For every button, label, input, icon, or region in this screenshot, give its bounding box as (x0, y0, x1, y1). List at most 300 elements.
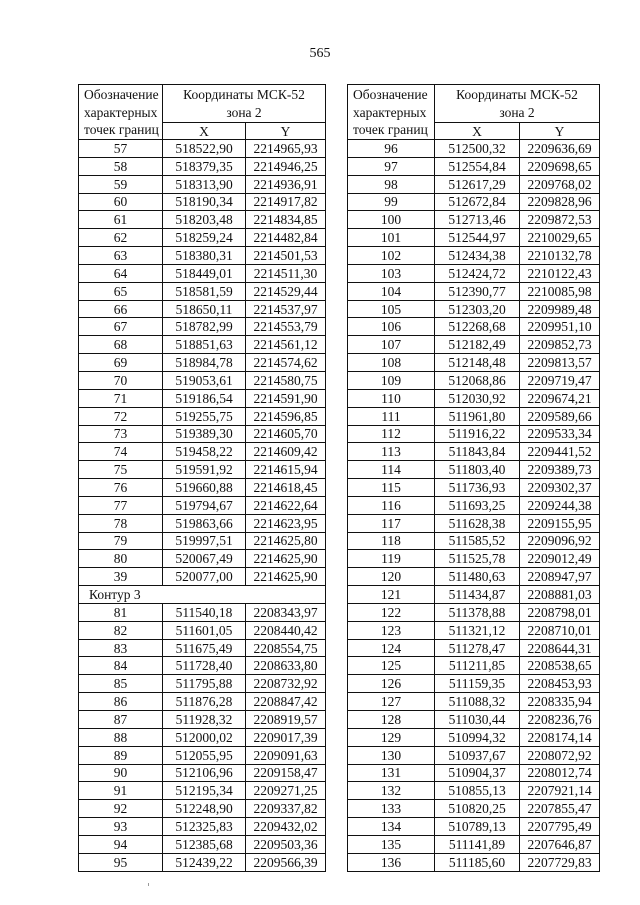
point-number: 117 (348, 514, 435, 532)
point-number: 126 (348, 675, 435, 693)
y-coordinate: 2208732,92 (246, 675, 326, 693)
header-label-line: характерных (84, 104, 158, 120)
y-coordinate: 2207646,87 (520, 835, 600, 853)
y-coordinate: 2209302,37 (520, 479, 600, 497)
x-coordinate: 512385,68 (163, 835, 246, 853)
y-coordinate: 2209432,02 (246, 818, 326, 836)
y-coordinate: 2208236,76 (520, 711, 600, 729)
y-coordinate: 2209012,49 (520, 550, 600, 568)
x-coordinate: 511876,28 (163, 693, 246, 711)
header-label-line: Обозначение (84, 87, 159, 102)
table-row (79, 461, 326, 479)
table-row (79, 336, 326, 354)
table-row (79, 711, 326, 729)
y-coordinate: 2208174,14 (520, 728, 600, 746)
x-coordinate: 512000,02 (163, 728, 246, 746)
header-coordinates (163, 85, 326, 123)
table-row (79, 479, 326, 497)
point-number: 127 (348, 693, 435, 711)
x-coordinate: 511321,12 (435, 621, 520, 639)
y-coordinate: 2214622,64 (246, 496, 326, 514)
x-coordinate: 512303,20 (435, 300, 520, 318)
table-row (348, 853, 600, 871)
table-row (79, 818, 326, 836)
point-number: 89 (79, 746, 163, 764)
table-row (79, 728, 326, 746)
x-coordinate: 518782,99 (163, 318, 246, 336)
table-row (348, 425, 600, 443)
x-coordinate: 512268,68 (435, 318, 520, 336)
x-coordinate: 510789,13 (435, 818, 520, 836)
y-coordinate: 2210132,78 (520, 247, 600, 265)
point-number: 116 (348, 496, 435, 514)
header-coords-line: Координаты МСК-52 (456, 87, 578, 102)
point-number: 63 (79, 247, 163, 265)
table-row (348, 193, 600, 211)
point-number: 76 (79, 479, 163, 497)
x-coordinate: 512068,86 (435, 371, 520, 389)
point-number: 112 (348, 425, 435, 443)
point-number: 109 (348, 371, 435, 389)
x-coordinate: 511540,18 (163, 603, 246, 621)
y-coordinate: 2209589,66 (520, 407, 600, 425)
y-coordinate: 2214917,82 (246, 193, 326, 211)
point-number: 125 (348, 657, 435, 675)
point-number: 65 (79, 282, 163, 300)
table-row (348, 229, 600, 247)
y-coordinate: 2209813,57 (520, 354, 600, 372)
y-coordinate: 2209441,52 (520, 443, 600, 461)
table-row (79, 193, 326, 211)
point-number: 66 (79, 300, 163, 318)
x-coordinate: 510994,32 (435, 728, 520, 746)
x-coordinate: 511480,63 (435, 568, 520, 586)
table-row (348, 264, 600, 282)
y-coordinate: 2209698,65 (520, 157, 600, 175)
y-coordinate: 2209503,36 (246, 835, 326, 853)
table-row (79, 746, 326, 764)
x-coordinate: 511795,88 (163, 675, 246, 693)
table-row (348, 443, 600, 461)
point-number: 98 (348, 175, 435, 193)
point-number: 129 (348, 728, 435, 746)
x-coordinate: 518522,90 (163, 140, 246, 158)
point-number: 84 (79, 657, 163, 675)
table-row (348, 568, 600, 586)
table-row (348, 764, 600, 782)
table-row (348, 532, 600, 550)
contour-label: Контур 3 (79, 586, 326, 604)
y-coordinate: 2214537,97 (246, 300, 326, 318)
y-coordinate: 2208633,80 (246, 657, 326, 675)
x-coordinate: 511843,84 (435, 443, 520, 461)
table-row (348, 300, 600, 318)
header-coords-line: Координаты МСК-52 (183, 87, 305, 102)
table-row (348, 603, 600, 621)
header-y: Y (520, 123, 600, 140)
table-row (79, 693, 326, 711)
table-row (348, 282, 600, 300)
point-number: 87 (79, 711, 163, 729)
x-coordinate: 518650,11 (163, 300, 246, 318)
x-coordinate: 512672,84 (435, 193, 520, 211)
point-number: 86 (79, 693, 163, 711)
table-row (348, 693, 600, 711)
y-coordinate: 2208440,42 (246, 621, 326, 639)
x-coordinate: 511675,49 (163, 639, 246, 657)
point-number: 99 (348, 193, 435, 211)
point-number: 64 (79, 264, 163, 282)
point-number: 79 (79, 532, 163, 550)
x-coordinate: 512713,46 (435, 211, 520, 229)
point-number: 122 (348, 603, 435, 621)
table-row (79, 300, 326, 318)
x-coordinate: 512434,38 (435, 247, 520, 265)
y-coordinate: 2214946,25 (246, 157, 326, 175)
y-coordinate: 2209989,48 (520, 300, 600, 318)
x-coordinate: 518190,34 (163, 193, 246, 211)
table-row (79, 282, 326, 300)
y-coordinate: 2214482,84 (246, 229, 326, 247)
table-row (348, 675, 600, 693)
table-row (79, 354, 326, 372)
point-number: 62 (79, 229, 163, 247)
point-number: 105 (348, 300, 435, 318)
x-coordinate: 519997,51 (163, 532, 246, 550)
table-row (79, 835, 326, 853)
table-row (79, 550, 326, 568)
y-coordinate: 2209636,69 (520, 140, 600, 158)
point-number: 60 (79, 193, 163, 211)
y-coordinate: 2208538,65 (520, 657, 600, 675)
header-label-line: точек границ (353, 122, 428, 137)
x-coordinate: 510820,25 (435, 800, 520, 818)
x-coordinate: 512195,34 (163, 782, 246, 800)
point-number: 83 (79, 639, 163, 657)
table-row (348, 550, 600, 568)
x-coordinate: 519863,66 (163, 514, 246, 532)
x-coordinate: 511585,52 (435, 532, 520, 550)
point-number: 39 (79, 568, 163, 586)
point-number: 103 (348, 264, 435, 282)
point-number: 121 (348, 586, 435, 604)
point-number: 130 (348, 746, 435, 764)
table-row (79, 639, 326, 657)
y-coordinate: 2209566,39 (246, 853, 326, 871)
y-coordinate: 2214625,90 (246, 568, 326, 586)
x-coordinate: 518380,31 (163, 247, 246, 265)
x-coordinate: 518379,35 (163, 157, 246, 175)
table-row (79, 229, 326, 247)
point-number: 85 (79, 675, 163, 693)
point-number: 108 (348, 354, 435, 372)
x-coordinate: 511961,80 (435, 407, 520, 425)
page-number: 565 (309, 46, 331, 61)
y-coordinate: 2208847,42 (246, 693, 326, 711)
table-row (79, 800, 326, 818)
y-coordinate: 2214625,90 (246, 550, 326, 568)
header-label-line: характерных (353, 104, 427, 120)
x-coordinate: 511628,38 (435, 514, 520, 532)
y-coordinate: 2209337,82 (246, 800, 326, 818)
table-row (348, 514, 600, 532)
y-coordinate: 2209158,47 (246, 764, 326, 782)
y-coordinate: 2208881,03 (520, 586, 600, 604)
point-number: 136 (348, 853, 435, 871)
y-coordinate: 2209017,39 (246, 728, 326, 746)
y-coordinate: 2214623,95 (246, 514, 326, 532)
table-row (348, 461, 600, 479)
y-coordinate: 2209271,25 (246, 782, 326, 800)
y-coordinate: 2214574,62 (246, 354, 326, 372)
table-row (348, 140, 600, 158)
table-row (348, 157, 600, 175)
point-number: 72 (79, 407, 163, 425)
y-coordinate: 2208710,01 (520, 621, 600, 639)
x-coordinate: 510855,13 (435, 782, 520, 800)
x-coordinate: 510904,37 (435, 764, 520, 782)
point-number: 111 (348, 407, 435, 425)
x-coordinate: 512439,22 (163, 853, 246, 871)
point-number: 77 (79, 496, 163, 514)
table-body (79, 140, 326, 872)
point-number: 96 (348, 140, 435, 158)
table-row (348, 728, 600, 746)
table-row (348, 835, 600, 853)
header-label-line: Обозначение (353, 87, 428, 102)
point-number: 95 (79, 853, 163, 871)
point-number: 101 (348, 229, 435, 247)
y-coordinate: 2210085,98 (520, 282, 600, 300)
y-coordinate: 2209719,47 (520, 371, 600, 389)
x-coordinate: 512554,84 (435, 157, 520, 175)
y-coordinate: 2209852,73 (520, 336, 600, 354)
header-x: X (435, 123, 520, 140)
table-row (348, 496, 600, 514)
table-row (79, 318, 326, 336)
y-coordinate: 2214625,80 (246, 532, 326, 550)
y-coordinate: 2208072,92 (520, 746, 600, 764)
y-coordinate: 2209768,02 (520, 175, 600, 193)
contour-row (79, 586, 326, 604)
point-number: 70 (79, 371, 163, 389)
table-row (348, 711, 600, 729)
y-coordinate: 2214580,75 (246, 371, 326, 389)
table-row (79, 532, 326, 550)
x-coordinate: 518203,48 (163, 211, 246, 229)
y-coordinate: 2214605,70 (246, 425, 326, 443)
point-number: 131 (348, 764, 435, 782)
table-row (79, 782, 326, 800)
point-number: 73 (79, 425, 163, 443)
table-body (348, 140, 600, 872)
y-coordinate: 2214553,79 (246, 318, 326, 336)
y-coordinate: 2208335,94 (520, 693, 600, 711)
table-row (348, 318, 600, 336)
point-number: 92 (79, 800, 163, 818)
table-row (79, 514, 326, 532)
point-number: 107 (348, 336, 435, 354)
coordinates-table-right (347, 84, 600, 872)
x-coordinate: 519053,61 (163, 371, 246, 389)
point-number: 120 (348, 568, 435, 586)
point-number: 104 (348, 282, 435, 300)
table-row (348, 621, 600, 639)
x-coordinate: 511693,25 (435, 496, 520, 514)
point-number: 132 (348, 782, 435, 800)
header-coordinates (435, 85, 600, 123)
point-number: 115 (348, 479, 435, 497)
table-row (79, 175, 326, 193)
x-coordinate: 511159,35 (435, 675, 520, 693)
y-coordinate: 2208798,01 (520, 603, 600, 621)
point-number: 119 (348, 550, 435, 568)
point-number: 78 (79, 514, 163, 532)
point-number: 113 (348, 443, 435, 461)
x-coordinate: 511378,88 (435, 603, 520, 621)
table-row (348, 657, 600, 675)
x-coordinate: 511525,78 (435, 550, 520, 568)
y-coordinate: 2214561,12 (246, 336, 326, 354)
x-coordinate: 511088,32 (435, 693, 520, 711)
point-number: 90 (79, 764, 163, 782)
table-row (348, 354, 600, 372)
table-row (79, 211, 326, 229)
point-number: 133 (348, 800, 435, 818)
x-coordinate: 519389,30 (163, 425, 246, 443)
x-coordinate: 511211,85 (435, 657, 520, 675)
y-coordinate: 2214596,85 (246, 407, 326, 425)
table-row (79, 764, 326, 782)
header-coords-line: зона 2 (499, 104, 535, 120)
table-row (79, 157, 326, 175)
table-row (79, 371, 326, 389)
point-number: 135 (348, 835, 435, 853)
table-row (79, 264, 326, 282)
table-row (348, 479, 600, 497)
y-coordinate: 2214511,30 (246, 264, 326, 282)
table-row (79, 425, 326, 443)
point-number: 68 (79, 336, 163, 354)
x-coordinate: 511141,89 (435, 835, 520, 853)
y-coordinate: 2207729,83 (520, 853, 600, 871)
table-row (348, 639, 600, 657)
y-coordinate: 2208343,97 (246, 603, 326, 621)
point-number: 124 (348, 639, 435, 657)
x-coordinate: 519255,75 (163, 407, 246, 425)
y-coordinate: 2209674,21 (520, 389, 600, 407)
x-coordinate: 518984,78 (163, 354, 246, 372)
x-coordinate: 512182,49 (435, 336, 520, 354)
point-number: 82 (79, 621, 163, 639)
x-coordinate: 511728,40 (163, 657, 246, 675)
x-coordinate: 519591,92 (163, 461, 246, 479)
x-coordinate: 511928,32 (163, 711, 246, 729)
x-coordinate: 512325,83 (163, 818, 246, 836)
point-number: 74 (79, 443, 163, 461)
point-number: 106 (348, 318, 435, 336)
point-number: 128 (348, 711, 435, 729)
point-number: 94 (79, 835, 163, 853)
point-number: 100 (348, 211, 435, 229)
x-coordinate: 518313,90 (163, 175, 246, 193)
table-row (79, 247, 326, 265)
y-coordinate: 2210122,43 (520, 264, 600, 282)
y-coordinate: 2214834,85 (246, 211, 326, 229)
x-coordinate: 520067,49 (163, 550, 246, 568)
y-coordinate: 2209389,73 (520, 461, 600, 479)
point-number: 91 (79, 782, 163, 800)
point-number: 114 (348, 461, 435, 479)
y-coordinate: 2214529,44 (246, 282, 326, 300)
x-coordinate: 510937,67 (435, 746, 520, 764)
point-number: 81 (79, 603, 163, 621)
point-number: 110 (348, 389, 435, 407)
x-coordinate: 512106,96 (163, 764, 246, 782)
x-coordinate: 519660,88 (163, 479, 246, 497)
y-coordinate: 2209533,34 (520, 425, 600, 443)
table-row (79, 853, 326, 871)
header-point-label (79, 85, 163, 140)
point-number: 75 (79, 461, 163, 479)
table-row (348, 389, 600, 407)
y-coordinate: 2208947,97 (520, 568, 600, 586)
y-coordinate: 2208644,31 (520, 639, 600, 657)
x-coordinate: 511434,87 (435, 586, 520, 604)
table-row (348, 211, 600, 229)
table-row (79, 657, 326, 675)
x-coordinate: 519186,54 (163, 389, 246, 407)
y-coordinate: 2207795,49 (520, 818, 600, 836)
x-coordinate: 512248,90 (163, 800, 246, 818)
y-coordinate: 2208012,74 (520, 764, 600, 782)
y-coordinate: 2209091,63 (246, 746, 326, 764)
x-coordinate: 511803,40 (435, 461, 520, 479)
y-coordinate: 2207921,14 (520, 782, 600, 800)
y-coordinate: 2209828,96 (520, 193, 600, 211)
table-row (79, 496, 326, 514)
x-coordinate: 511736,93 (435, 479, 520, 497)
table-row (348, 336, 600, 354)
table-row (79, 603, 326, 621)
point-number: 69 (79, 354, 163, 372)
y-coordinate: 2214609,42 (246, 443, 326, 461)
y-coordinate: 2209951,10 (520, 318, 600, 336)
table-row (348, 407, 600, 425)
point-number: 58 (79, 157, 163, 175)
table-row (79, 568, 326, 586)
x-coordinate: 519794,67 (163, 496, 246, 514)
y-coordinate: 2208554,75 (246, 639, 326, 657)
y-coordinate: 2214501,53 (246, 247, 326, 265)
x-coordinate: 512055,95 (163, 746, 246, 764)
point-number: 123 (348, 621, 435, 639)
table-row (79, 389, 326, 407)
x-coordinate: 518259,24 (163, 229, 246, 247)
x-coordinate: 518851,63 (163, 336, 246, 354)
point-number: 71 (79, 389, 163, 407)
table-row (79, 621, 326, 639)
header-y: Y (246, 123, 326, 140)
header-x: X (163, 123, 246, 140)
point-number: 118 (348, 532, 435, 550)
x-coordinate: 518449,01 (163, 264, 246, 282)
y-coordinate: 2214965,93 (246, 140, 326, 158)
table-row (79, 407, 326, 425)
table-row (348, 782, 600, 800)
point-number: 88 (79, 728, 163, 746)
x-coordinate: 518581,59 (163, 282, 246, 300)
